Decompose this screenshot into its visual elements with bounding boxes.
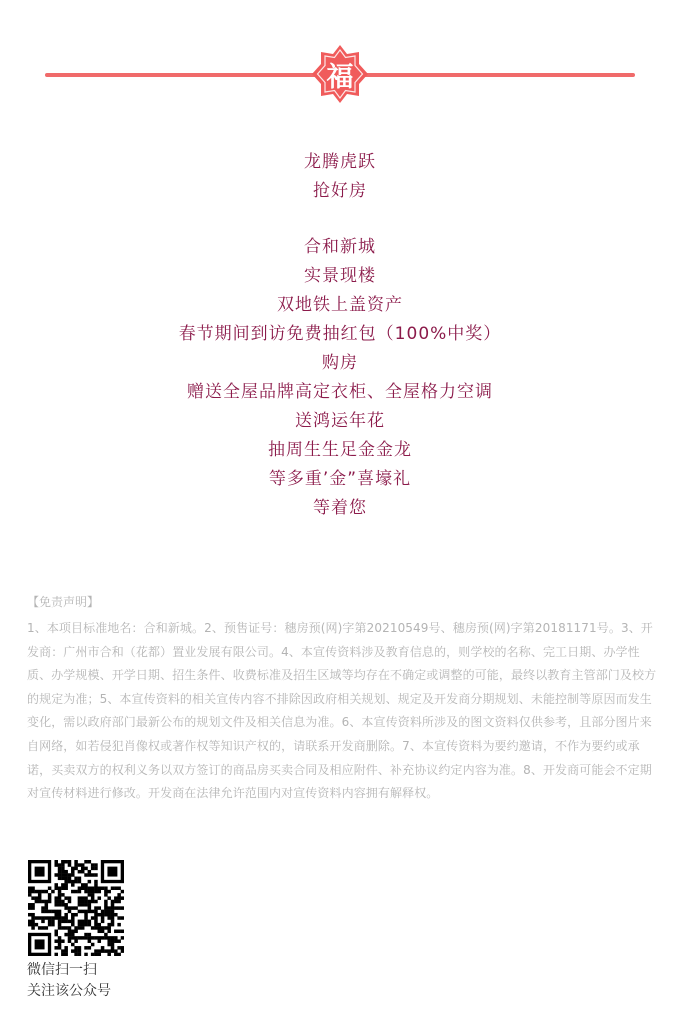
qr-caption-scan: 微信扫一扫 [27, 962, 97, 978]
disclaimer-body: 1、本项目标准地名：合和新城。2、预售证号：穗房预(网)字第20210549号、穗房预(网)字第20181171号。3、开发商：广州市合和（花都）置业发展有限公司。4、本宣传资料涉及教育信息的，则学校的名称、完工日期、办学性质、办学规模、开学日期、招生条件、收费标准及招生区域等均存在不确定或调整的可能，最终以教育主管部门及校方的规定为准；5、本宣传资料的相关宣传内容不排除因政府相关规划、规定及开发商分期规划、未能控制等原因而发生变化，需以政府部门最新公布的规划文件及相关信息为准。6、本宣传资料所涉及的图文资料仅供参考，且部分图片来自网络，如若侵犯肖像权或著作权等知识产权的，请联系开发商删除。7、本宣传资料为要约邀请，不作为要约或承诺，买卖双方的权利义务以双方签订的商品房买卖合同及相应附件、补充协议约定内容为准。8、开发商可能会不定期对宣传材料进行修改。开发商在法律允许范围内对宣传资料内容拥有解释权。 [27, 621, 657, 801]
promo-line: 赠送全屋品牌高定衣柜、全屋格力空调 [187, 382, 493, 402]
promo-line: 等着您 [313, 498, 367, 518]
fu-badge-icon [312, 45, 368, 103]
promo-line: 龙腾虎跃 [304, 152, 376, 172]
promo-line: 春节期间到访免费抽红包（100%中奖） [178, 324, 502, 344]
promo-line: 等多重’金”喜壕礼 [268, 469, 412, 489]
promo-line: 购房 [322, 353, 358, 373]
qr-code-icon [28, 860, 124, 956]
promo-line: 送鸿运年花 [295, 411, 385, 431]
promo-line: 双地铁上盖资产 [277, 295, 403, 315]
promo-line: 合和新城 [304, 237, 376, 257]
promo-line: 抽周生生足金金龙 [268, 440, 412, 460]
qr-caption-follow: 关注该公众号 [27, 983, 111, 999]
disclaimer-title: 【免责声明】 [27, 595, 100, 609]
promo-line: 抢好房 [313, 181, 367, 201]
fu-character: 福 [326, 61, 354, 93]
promo-line: 实景现楼 [304, 266, 376, 286]
